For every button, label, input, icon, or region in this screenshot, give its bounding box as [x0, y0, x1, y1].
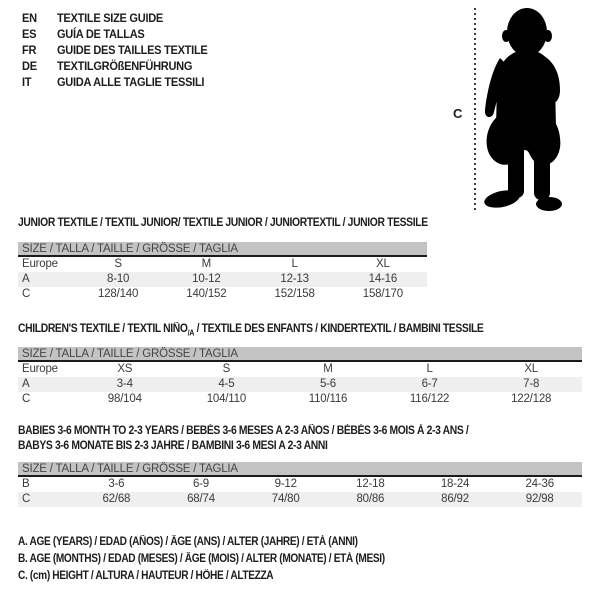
note-height: C. (cm) HEIGHT / ALTURA / HAUTEUR / HÖHE / ALTEZZA — [18, 570, 274, 582]
table-header-row — [18, 362, 582, 377]
language-code: IT — [22, 75, 32, 89]
junior-section-heading: JUNIOR TEXTILE / TEXTIL JUNIOR/ TEXTILE JUNIOR / JUNIORTEXTIL / JUNIOR TESSILE — [18, 217, 428, 229]
row-label: A — [22, 273, 30, 285]
children-section-heading — [18, 322, 483, 340]
table-header-row — [18, 257, 427, 272]
language-code: DE — [22, 59, 37, 73]
children-size-table — [18, 347, 582, 407]
row-label: C — [22, 393, 31, 405]
column-header: XL — [376, 258, 390, 270]
table-cell: 18-24 — [440, 478, 470, 490]
row-label: B — [22, 478, 30, 490]
table-cell: 86/92 — [441, 493, 469, 505]
table-cell: 9-12 — [274, 478, 297, 490]
table-cell: 152/158 — [274, 288, 315, 300]
column-header: M — [201, 258, 212, 270]
language-row — [22, 74, 207, 90]
table-cell: 98/104 — [107, 393, 142, 405]
table-cell: 3-6 — [108, 478, 125, 490]
language-code: EN — [22, 11, 37, 25]
table-cell: 8-10 — [107, 273, 130, 285]
column-header: XL — [524, 363, 538, 375]
table-cell: 14-16 — [368, 273, 398, 285]
heading-line-2: BABYS 3-6 MONATE BIS 2-3 JAHRE / BAMBINI 3-6 MESI A 2-3 ANNI — [18, 440, 328, 452]
heading-text: / TEXTILE DES ENFANTS / KINDERTEXTIL / BAMBINI TESSILE — [194, 323, 484, 335]
size-header-bar: SIZE / TALLA / TAILLE / GRÖSSE / TAGLIA — [18, 347, 582, 362]
language-title-list — [22, 10, 207, 90]
height-measure-label: C — [453, 106, 463, 121]
table-row-height — [18, 492, 582, 507]
table-cell: 140/152 — [186, 288, 227, 300]
table-cell: 122/128 — [511, 393, 552, 405]
table-row-height — [18, 287, 427, 302]
language-row — [22, 26, 207, 42]
row-label: A — [22, 378, 30, 390]
table-cell: 4-5 — [218, 378, 235, 390]
table-cell: 5-6 — [319, 378, 336, 390]
guide-title: GUIDE DES TAILLES TEXTILE — [56, 43, 208, 57]
column-header: XS — [117, 363, 133, 375]
column-header: M — [323, 363, 333, 375]
table-cell: 92/98 — [525, 493, 554, 505]
note-age-months: B. AGE (MONTHS) / EDAD (MESES) / ÂGE (MOIS) / ALTER (MONATE) / ETÀ (MESI) — [18, 553, 385, 565]
size-header-bar: SIZE / TALLA / TAILLE / GRÖSSE / TAGLIA — [18, 242, 427, 257]
table-row-age — [18, 477, 582, 492]
table-cell: 116/122 — [409, 393, 450, 405]
column-header: S — [222, 363, 231, 375]
table-cell: 110/116 — [308, 393, 348, 405]
size-header-bar: SIZE / TALLA / TAILLE / GRÖSSE / TAGLIA — [18, 462, 582, 477]
table-cell: 80/86 — [356, 493, 385, 505]
row-label: C — [22, 493, 31, 505]
column-header: S — [114, 258, 122, 270]
babies-section-heading — [18, 424, 468, 454]
baby-silhouette-icon — [482, 6, 566, 212]
table-cell: 24-36 — [525, 478, 554, 490]
table-cell: 12-13 — [280, 273, 309, 285]
table-cell: 6-7 — [421, 378, 438, 390]
guide-title: GUIDA ALLE TAGLIE TESSILI — [56, 75, 205, 89]
height-dotted-line — [474, 8, 476, 212]
table-cell: 128/140 — [98, 288, 139, 300]
table-cell: 158/170 — [362, 288, 403, 300]
babies-size-table — [18, 462, 582, 507]
table-cell: 74/80 — [271, 493, 300, 505]
language-code: FR — [22, 43, 37, 57]
heading-text: CHILDREN'S TEXTILE / TEXTIL NIÑO — [18, 323, 188, 335]
table-cell: 62/68 — [102, 493, 131, 505]
table-cell: 6-9 — [192, 478, 210, 490]
guide-title: GUÍA DE TALLAS — [56, 27, 145, 41]
column-header: L — [291, 258, 298, 270]
language-row — [22, 10, 207, 26]
column-header: Europe — [22, 363, 58, 375]
language-row — [22, 58, 207, 74]
language-code: ES — [22, 27, 37, 41]
column-header: Europe — [22, 258, 58, 270]
row-label: C — [22, 288, 31, 300]
guide-title: TEXTILGRÖßENFÜHRUNG — [56, 59, 193, 73]
legend-notes — [18, 534, 435, 585]
table-cell: 3-4 — [116, 378, 133, 390]
junior-size-table — [18, 242, 427, 302]
table-cell: 7-8 — [523, 378, 540, 390]
table-cell: 12-18 — [356, 478, 385, 490]
table-row-age — [18, 377, 582, 392]
table-cell: 68/74 — [187, 493, 215, 505]
note-age-years: A. AGE (YEARS) / EDAD (AÑOS) / ÂGE (ANS) / ALTER (JAHRE) / ETÀ (ANNI) — [18, 536, 358, 548]
table-cell: 104/110 — [206, 393, 247, 405]
table-row-height — [18, 392, 582, 407]
column-header: L — [426, 363, 433, 375]
language-row — [22, 42, 207, 58]
table-row-age — [18, 272, 427, 287]
heading-line-1: BABIES 3-6 MONTH TO 2-3 YEARS / BEBÉS 3-6 MESES A 2-3 AÑOS / BÉBÉS 3-6 MOIS À 2-3 ANS / — [18, 425, 469, 437]
table-cell: 10-12 — [192, 273, 221, 285]
guide-title: TEXTILE SIZE GUIDE — [56, 11, 164, 25]
heading-subscript: /A — [187, 328, 195, 338]
